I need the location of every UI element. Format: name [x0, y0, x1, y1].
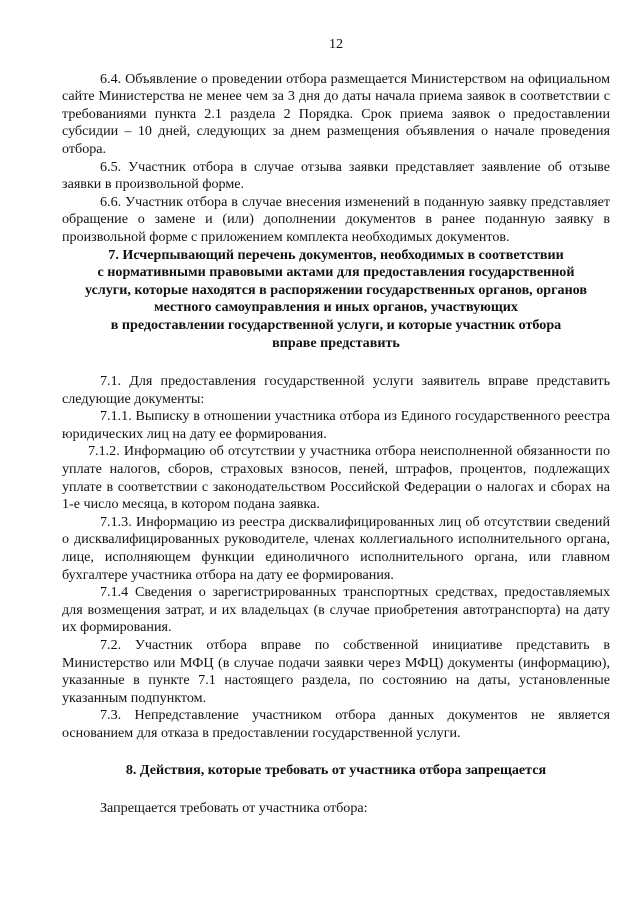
paragraph-7-2: 7.2. Участник отбора вправе по собственной инициативе представить в Министерство или МФЦ (в случае подачи заявки через МФЦ) документы (информацию), указанные в пункте 7.1 настоящего раздела, по состоянию на даты, установленные указанным подпунктом.	[62, 637, 610, 706]
paragraph-7-3: 7.3. Непредставление участником отбора данных документов не является основанием для отказа в предоставлении государственной услуги.	[62, 707, 610, 741]
section-8-heading: 8. Действия, которые требовать от участника отбора запрещается	[125, 761, 547, 778]
paragraph-6-6: 6.6. Участник отбора в случае внесения изменений в поданную заявку представляет обращение о замене и (или) дополнении документов в ранее поданную заявку в произвольной форме с приложением комплекта необходимых документов.	[62, 193, 610, 245]
paragraph-7-1-3: 7.1.3. Информацию из реестра дисквалифицированных лиц об отсутствии сведений о дисквалифицированных руководителе, членах коллегиального исполнительного органа, лице, исполняющем функции единоличного исполнительного органа, или главном бухгалтере участника отбора на дату ее формирования.	[62, 513, 610, 583]
section-7-heading-line: услуги, которые находятся в распоряжении государственных органов, органов	[84, 281, 587, 298]
paragraph-7-1-2: 7.1.2. Информацию об отсутствии у участника отбора неисполненной обязанности по уплате налогов, сборов, страховых взносов, пеней, штрафов, процентов, подлежащих уплате в соответствии с законодательством Российской Федерации о налогах и сборах на 1-е число месяца, в котором подана заявка.	[62, 443, 610, 513]
section-7-heading-line: с нормативными правовыми актами для предоставления государственной	[97, 264, 575, 281]
section-8-intro: Запрещается требовать от участника отбора:	[100, 800, 368, 817]
paragraph-7-1-1: 7.1.1. Выписку в отношении участника отбора из Единого государственного реестра юридических лиц на дату ее формирования.	[62, 408, 610, 442]
paragraph-7-1-4: 7.1.4 Сведения о зарегистрированных транспортных средствах, предоставляемых для возмещения затрат, и их владельцах (в случае приобретения автотранспорта) на дату их формирования.	[62, 584, 610, 636]
paragraph-6-5: 6.5. Участник отбора в случае отзыва заявки представляет заявление об отзыве заявки в произвольной форме.	[62, 158, 610, 193]
section-7-heading-line: местного самоуправления и иных органов, участвующих	[154, 299, 518, 316]
section-7-heading-line: вправе представить	[272, 334, 400, 351]
section-7-heading-line: в предоставлении государственной услуги, и которые участник отбора	[110, 316, 562, 333]
section-7-heading	[62, 247, 610, 353]
section-7-heading-line: 7. Исчерпывающий перечень документов, необходимых в соответствии	[108, 246, 564, 263]
page-number: 12	[328, 36, 344, 52]
paragraph-6-4: 6.4. Объявление о проведении отбора размещается Министерством на официальном сайте Министерства не менее чем за 3 дня до даты начала приема заявок в соответствии с требованиями пункта 2.1 раздела 2 Порядка. Срок приема заявок о предоставлении субсидии – 10 дней, следующих за днем размещения объявления о начале проведения отбора.	[62, 70, 610, 157]
paragraph-7-1: 7.1. Для предоставления государственной услуги заявитель вправе представить следующие документы:	[62, 373, 610, 407]
